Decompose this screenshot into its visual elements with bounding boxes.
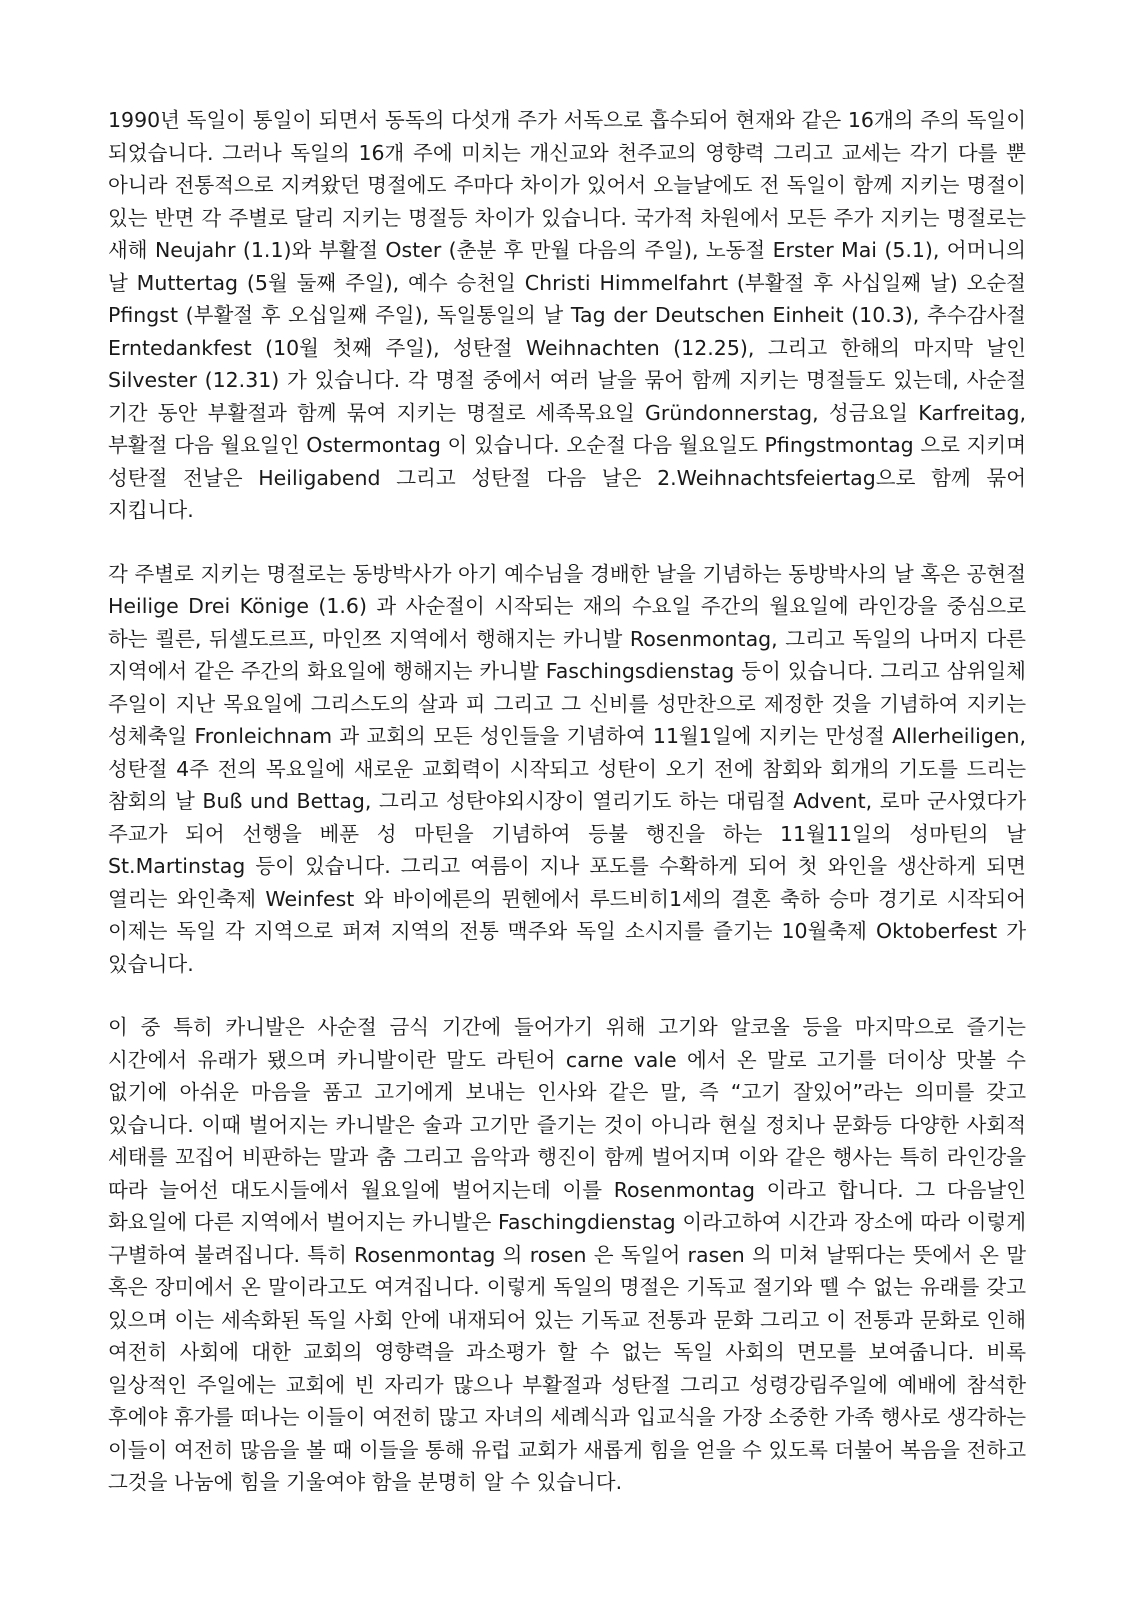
paragraph-german-holidays-overview: 1990년 독일이 통일이 되면서 동독의 다섯개 주가 서독으로 흡수되어 현재와 같은 16개의 주의 독일이 되었습니다. 그러나 독일의 16개 주에 미치는 개신교와 천주교의 영향력 그리고 교세는 각기 다를 뿐 아니라 전통적으로 지켜왔던 명절에도 주마다 차이가 있어서 오늘날에도 전 독일이 함께 지키는 명절이 있는 반면 각 주별로 달리 지키는 명절등 차이가 있습니다. 국가적 차원에서 모든 주가 지키는 명절로는 새해 Neujahr (1.1)와 부활절 Oster (춘분 후 만월 다음의 주일), 노동절 Erster Mai (5.1), 어머니의 날 Muttertag (5월 둘째 주일), 예수 승천일 Christi Himmelfahrt (부활절 후 사십일째 날) 오순절 Pfingst (부활절 후 오십일째 주일), 독일통일의 날 Tag der Deutschen Einheit (10.3), 추수감사절 Erntedankfest (10월 첫째 주일), 성탄절 Weihnachten (12.25), 그리고 한해의 마지막 날인 Silvester (12.31) 가 있습니다. 각 명절 중에서 여러 날을 묶어 함께 지키는 명절들도 있는데, 사순절 기간 동안 부활절과 함께 묶여 지키는 명절로 세족목요일 Gründonnerstag, 성금요일 Karfreitag, 부활절 다음 월요일인 Ostermontag 이 있습니다. 오순절 다음 월요일도 Pfingstmontag 으로 지키며 성탄절 전날은 Heiligabend 그리고 성탄절 다음 날은 2.Weihnachtsfeiertag으로 함께 묶어 지킵니다. [108, 108, 1026, 522]
document-body [108, 104, 1026, 1530]
paragraph-regional-holidays: 각 주별로 지키는 명절로는 동방박사가 아기 예수님을 경배한 날을 기념하는 동방박사의 날 혹은 공현절 Heilige Drei Könige (1.6) 과 사순절이 시작되는 재의 수요일 주간의 월요일에 라인강을 중심으로 하는 쾰른, 뒤셀도르프, 마인쯔 지역에서 행해지는 카니발 Rosenmontag, 그리고 독일의 나머지 다른 지역에서 같은 주간의 화요일에 행해지는 카니발 Faschingsdienstag 등이 있습니다. 그리고 삼위일체 주일이 지난 목요일에 그리스도의 살과 피 그리고 그 신비를 성만찬으로 제정한 것을 기념하여 지키는 성체축일 Fronleichnam 과 교회의 모든 성인들을 기념하여 11월1일에 지키는 만성절 Allerheiligen, 성탄절 4주 전의 목요일에 새로운 교회력이 시작되고 성탄이 오기 전에 참회와 회개의 기도를 드리는 참회의 날 Buß und Bettag, 그리고 성탄야외시장이 열리기도 하는 대림절 Advent, 로마 군사였다가 주교가 되어 선행을 베푼 성 마틴을 기념하여 등불 행진을 하는 11월11일의 성마틴의 날 St.Martinstag 등이 있습니다. 그리고 여름이 지나 포도를 수확하게 되어 첫 와인을 생산하게 되면 열리는 와인축제 Weinfest 와 바이에른의 뮌헨에서 루드비히1세의 결혼 축하 승마 경기로 시작되어 이제는 독일 각 지역으로 퍼져 지역의 전통 맥주와 독일 소시지를 즐기는 10월축제 Oktoberfest 가 있습니다. [108, 561, 1026, 976]
paragraph-carnival-origin: 이 중 특히 카니발은 사순절 금식 기간에 들어가기 위해 고기와 알코올 등을 마지막으로 즐기는 시간에서 유래가 됐으며 카니발이란 말도 라틴어 carne vale 에서 온 말로 고기를 더이상 맛볼 수 없기에 아쉬운 마음을 품고 고기에게 보내는 인사와 같은 말, 즉 “고기 잘있어”라는 의미를 갖고 있습니다. 이때 벌어지는 카니발은 술과 고기만 즐기는 것이 아니라 현실 정치나 문화등 다양한 사회적 세태를 꼬집어 비판하는 말과 춤 그리고 음악과 행진이 함께 벌어지며 이와 같은 행사는 특히 라인강을 따라 늘어선 대도시들에서 월요일에 벌어지는데 이를 Rosenmontag 이라고 합니다. 그 다음날인 화요일에 다른 지역에서 벌어지는 카니발은 Faschingdienstag 이라고하여 시간과 장소에 따라 이렇게 구별하여 불려집니다. 특히 Rosenmontag 의 rosen 은 독일어 rasen 의 미쳐 날뛰다는 뜻에서 온 말 혹은 장미에서 온 말이라고도 여겨집니다. 이렇게 독일의 명절은 기독교 절기와 뗄 수 없는 유래를 갖고 있으며 이는 세속화된 독일 사회 안에 내재되어 있는 기독교 전통과 문화 그리고 이 전통과 문화로 인해 여전히 사회에 대한 교회의 영향력을 과소평가 할 수 없는 독일 사회의 면모를 보여줍니다. 비록 일상적인 주일에는 교회에 빈 자리가 많으나 부활절과 성탄절 그리고 성령강림주일에 예배에 참석한 후에야 휴가를 떠나는 이들이 여전히 많고 자녀의 세례식과 입교식을 가장 소중한 가족 행사로 생각하는 이들이 여전히 많음을 볼 때 이들을 통해 유럽 교회가 새롭게 힘을 얻을 수 있도록 더불어 복음을 전하고 그것을 나눔에 힘을 기울여야 함을 분명히 알 수 있습니다. [108, 1015, 1026, 1494]
